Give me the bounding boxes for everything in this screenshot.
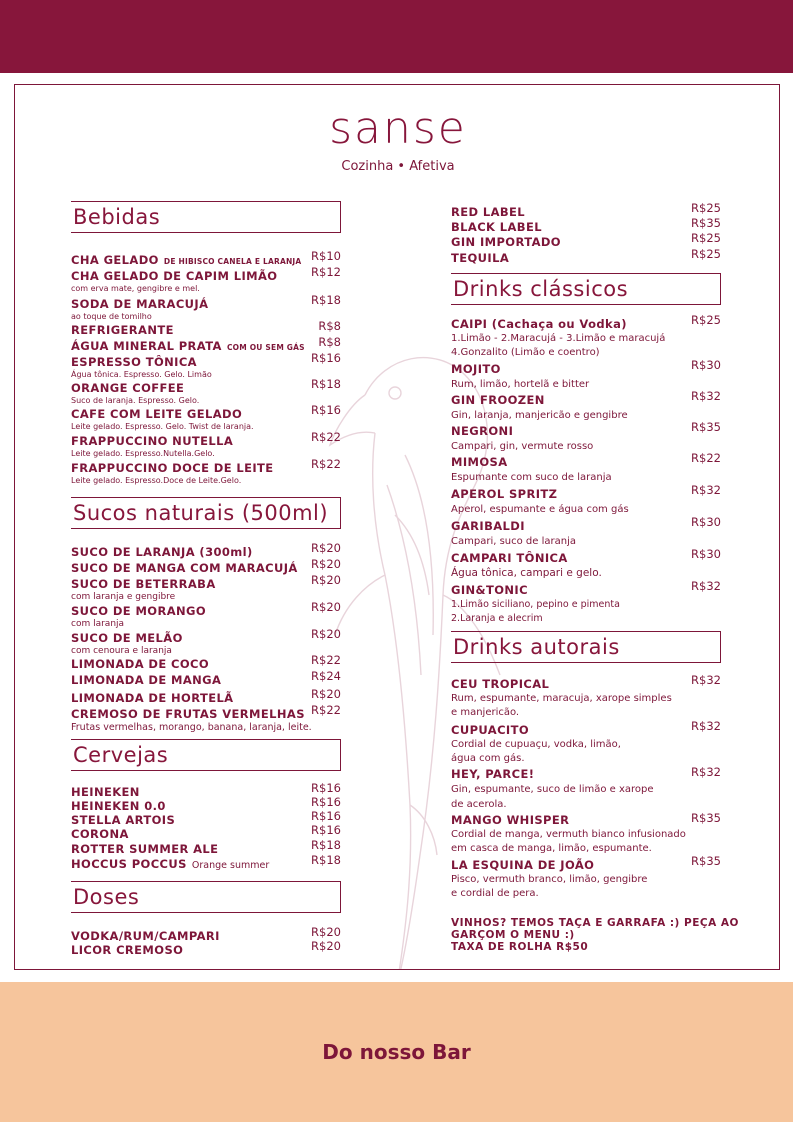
menu-item bbox=[71, 573, 341, 602]
section-title-bebidas: Bebidas bbox=[71, 201, 341, 233]
item-name: LIMONADA DE HORTELÃ bbox=[71, 691, 234, 705]
item-desc: Rum, espumante, maracuja, xarope simples bbox=[451, 693, 672, 704]
item-name: HOCCUS POCCUS bbox=[71, 857, 187, 871]
brand-tagline: Cozinha • Afetiva bbox=[341, 159, 455, 174]
item-name: GIN FROOZEN bbox=[451, 393, 545, 407]
item-price: R$20 bbox=[311, 541, 341, 555]
item-name: MOJITO bbox=[451, 362, 501, 376]
item-name: SUCO DE MORANGO bbox=[71, 604, 207, 618]
item-price: R$25 bbox=[691, 313, 721, 327]
item-name: LIMONADA DE MANGA bbox=[71, 673, 222, 687]
item-desc: com cenoura e laranja bbox=[71, 646, 172, 656]
item-price: R$18 bbox=[311, 838, 341, 852]
item-price: R$22 bbox=[311, 430, 341, 444]
item-name: ÁGUA MINERAL PRATA bbox=[71, 339, 222, 353]
top-bar bbox=[0, 0, 793, 73]
menu-item bbox=[451, 547, 721, 581]
item-price: R$32 bbox=[691, 719, 721, 733]
item-price: R$10 bbox=[311, 249, 341, 263]
item-desc: Leite gelado. Espresso.Doce de Leite.Gelo. bbox=[71, 476, 242, 485]
item-name: SUCO DE LARANJA (300ml) bbox=[71, 545, 253, 559]
item-price: R$20 bbox=[311, 687, 341, 701]
item-price: R$32 bbox=[691, 483, 721, 497]
item-price: R$20 bbox=[311, 600, 341, 614]
menu-item bbox=[451, 313, 721, 360]
item-desc: 2.Laranja e alecrim bbox=[451, 613, 543, 624]
section-title-classicos: Drinks clássicos bbox=[451, 273, 721, 305]
corkage-fee: TAXA DE ROLHA R$50 bbox=[451, 941, 589, 953]
item-desc: Rum, limão, hortelã e bitter bbox=[451, 379, 590, 390]
item-name: CORONA bbox=[71, 827, 129, 841]
item-desc: 4.Gonzalito (Limão e coentro) bbox=[451, 347, 600, 358]
item-name: ESPRESSO TÔNICA bbox=[71, 355, 197, 369]
item-name: CEU TROPICAL bbox=[451, 677, 550, 691]
item-name: LIMONADA DE COCO bbox=[71, 657, 210, 671]
item-desc: Campari, gin, vermute rosso bbox=[451, 441, 594, 452]
item-price: R$25 bbox=[691, 231, 721, 245]
item-desc: Leite gelado. Espresso. Gelo. Twist de laranja. bbox=[71, 422, 254, 431]
item-name: HEINEKEN 0.0 bbox=[71, 799, 166, 813]
item-desc: com laranja e gengibre bbox=[71, 592, 176, 602]
menu-item bbox=[71, 457, 341, 486]
item-name: GIN IMPORTADO bbox=[451, 235, 561, 249]
item-inline-desc: DE HIBISCO CANELA E LARANJA bbox=[163, 257, 302, 266]
item-name: SODA DE MARACUJÁ bbox=[71, 297, 209, 311]
item-name: ORANGE COFFEE bbox=[71, 381, 185, 395]
item-desc: com erva mate, gengibre e mel. bbox=[71, 284, 200, 293]
item-name: GARIBALDI bbox=[451, 519, 525, 533]
item-price: R$16 bbox=[311, 809, 341, 823]
section-title-cervejas: Cervejas bbox=[71, 739, 341, 771]
menu-item bbox=[71, 939, 341, 958]
item-price: R$32 bbox=[691, 389, 721, 403]
menu-item bbox=[451, 420, 721, 454]
item-desc: Aperol, espumante e água com gás bbox=[451, 504, 629, 515]
item-name: TEQUILA bbox=[451, 251, 510, 265]
item-desc: Cordial de cupuaçu, vodka, limão, bbox=[451, 739, 621, 750]
menu-item bbox=[71, 669, 341, 688]
item-price: R$12 bbox=[311, 265, 341, 279]
item-name: BLACK LABEL bbox=[451, 220, 542, 234]
item-price: R$16 bbox=[311, 351, 341, 365]
item-name: CREMOSO DE FRUTAS VERMELHAS bbox=[71, 707, 305, 721]
item-desc: água com gás. bbox=[451, 753, 525, 764]
item-name: HEINEKEN bbox=[71, 785, 140, 799]
item-desc: com laranja bbox=[71, 619, 125, 629]
item-price: R$20 bbox=[311, 573, 341, 587]
menu-item bbox=[451, 719, 721, 766]
menu-item bbox=[451, 515, 721, 549]
item-desc: Cordial de manga, vermuth bianco infusionado bbox=[451, 829, 686, 840]
menu-item bbox=[71, 627, 341, 656]
item-name: MANGO WHISPER bbox=[451, 813, 570, 827]
menu-item bbox=[71, 600, 341, 629]
item-name: HEY, PARCE! bbox=[451, 767, 535, 781]
menu-item bbox=[451, 579, 721, 626]
item-name: FRAPPUCCINO NUTELLA bbox=[71, 434, 234, 448]
footer-title: Do nosso Bar bbox=[322, 1040, 471, 1064]
item-name: CHA GELADO bbox=[71, 253, 159, 267]
item-price: R$35 bbox=[691, 420, 721, 434]
item-price: R$35 bbox=[691, 811, 721, 825]
item-name: CAFE COM LEITE GELADO bbox=[71, 407, 243, 421]
item-desc: de acerola. bbox=[451, 799, 507, 810]
item-desc: Água tônica, campari e gelo. bbox=[451, 567, 602, 579]
item-name: APEROL SPRITZ bbox=[451, 487, 558, 501]
item-desc: Espumante com suco de laranja bbox=[451, 472, 612, 483]
item-desc: Gin, espumante, suco de limão e xarope bbox=[451, 784, 654, 795]
item-name: FRAPPUCCINO DOCE DE LEITE bbox=[71, 461, 274, 475]
item-desc: Suco de laranja. Espresso. Gelo. bbox=[71, 396, 200, 405]
wine-note-line2: GARÇOM O MENU :) bbox=[451, 929, 575, 941]
menu-item bbox=[71, 351, 341, 380]
brand-logo: sanse bbox=[329, 103, 467, 154]
item-desc: Leite gelado. Espresso.Nutella.Gelo. bbox=[71, 449, 215, 458]
menu-item bbox=[71, 377, 341, 406]
item-desc: Pisco, vermuth branco, limão, gengibre bbox=[451, 874, 648, 885]
item-desc: 1.Limão siciliano, pepino e pimenta bbox=[451, 599, 620, 610]
item-price: R$30 bbox=[691, 515, 721, 529]
item-name: NEGRONI bbox=[451, 424, 514, 438]
section-title-sucos: Sucos naturais (500ml) bbox=[71, 497, 341, 529]
item-desc: Frutas vermelhas, morango, banana, laranja, leite. bbox=[71, 722, 312, 733]
item-price: R$8 bbox=[318, 319, 341, 333]
item-name: VODKA/RUM/CAMPARI bbox=[71, 929, 220, 943]
item-price: R$18 bbox=[311, 853, 341, 867]
item-name: CAIPI (Cachaça ou Vodka) bbox=[451, 317, 627, 331]
menu-item bbox=[71, 853, 341, 872]
item-desc: 1.Limão - 2.Maracujá - 3.Limão e maracujá bbox=[451, 333, 666, 344]
menu-item bbox=[451, 854, 721, 901]
item-name: SUCO DE MELÃO bbox=[71, 631, 183, 645]
item-price: R$20 bbox=[311, 627, 341, 641]
menu-item bbox=[71, 430, 341, 459]
item-desc: Gin, laranja, manjericão e gengibre bbox=[451, 410, 628, 421]
item-price: R$20 bbox=[311, 939, 341, 953]
item-price: R$22 bbox=[691, 451, 721, 465]
item-price: R$30 bbox=[691, 358, 721, 372]
menu-item bbox=[451, 358, 721, 392]
item-desc: Campari, suco de laranja bbox=[451, 536, 576, 547]
menu-item bbox=[71, 293, 341, 322]
item-name: LA ESQUINA DE JOÃO bbox=[451, 858, 595, 872]
item-price: R$16 bbox=[311, 823, 341, 837]
item-desc: e cordial de pera. bbox=[451, 888, 539, 899]
item-price: R$25 bbox=[691, 247, 721, 261]
item-name: MIMOSA bbox=[451, 455, 508, 469]
menu-item bbox=[451, 483, 721, 517]
menu-item bbox=[451, 451, 721, 485]
item-name: REFRIGERANTE bbox=[71, 323, 174, 337]
item-price: R$16 bbox=[311, 795, 341, 809]
item-name: CAMPARI TÔNICA bbox=[451, 551, 568, 565]
item-price: R$35 bbox=[691, 216, 721, 230]
item-name: ROTTER SUMMER ALE bbox=[71, 842, 219, 856]
item-price: R$25 bbox=[691, 201, 721, 215]
item-name: SUCO DE MANGA COM MARACUJÁ bbox=[71, 561, 298, 575]
item-price: R$18 bbox=[311, 293, 341, 307]
item-name: LICOR CREMOSO bbox=[71, 943, 184, 957]
item-price: R$22 bbox=[311, 653, 341, 667]
menu-item bbox=[451, 673, 721, 720]
menu-item bbox=[71, 265, 341, 294]
menu-item bbox=[451, 389, 721, 423]
item-price: R$18 bbox=[311, 377, 341, 391]
item-price: R$22 bbox=[311, 703, 341, 717]
item-price: R$24 bbox=[311, 669, 341, 683]
section-title-doses: Doses bbox=[71, 881, 341, 913]
item-name: CUPUACITO bbox=[451, 723, 530, 737]
item-name: STELLA ARTOIS bbox=[71, 813, 176, 827]
item-price: R$22 bbox=[311, 457, 341, 471]
item-name: SUCO DE BETERRABA bbox=[71, 577, 216, 591]
item-desc: em casca de manga, limão, espumante. bbox=[451, 843, 652, 854]
menu-frame bbox=[14, 84, 780, 970]
menu-item bbox=[71, 403, 341, 432]
item-inline-desc: Orange summer bbox=[191, 860, 270, 871]
item-name: GIN&TONIC bbox=[451, 583, 528, 597]
item-inline-desc: COM OU SEM GÁS bbox=[226, 343, 305, 352]
item-price: R$16 bbox=[311, 781, 341, 795]
menu-item bbox=[451, 247, 721, 266]
item-price: R$32 bbox=[691, 579, 721, 593]
wine-note-line1: VINHOS? TEMOS TAÇA E GARRAFA :) PEÇA AO bbox=[451, 917, 739, 929]
menu-item bbox=[451, 763, 721, 812]
item-price: R$20 bbox=[311, 925, 341, 939]
item-price: R$35 bbox=[691, 854, 721, 868]
menu-item bbox=[451, 809, 721, 856]
menu-item bbox=[71, 703, 341, 734]
item-price: R$16 bbox=[311, 403, 341, 417]
section-title-autorais: Drinks autorais bbox=[451, 631, 721, 663]
item-price: R$32 bbox=[691, 673, 721, 687]
item-price: R$32 bbox=[691, 765, 721, 779]
wine-note bbox=[451, 917, 751, 953]
item-price: R$30 bbox=[691, 547, 721, 561]
item-name: CHA GELADO DE CAPIM LIMÃO bbox=[71, 269, 278, 283]
item-desc: Água tônica. Espresso. Gelo. Limão bbox=[71, 370, 212, 379]
item-name: RED LABEL bbox=[451, 205, 526, 219]
item-price: R$20 bbox=[311, 557, 341, 571]
item-desc: ao toque de tomilho bbox=[71, 312, 152, 321]
item-price: R$8 bbox=[318, 335, 341, 349]
item-desc: e manjericão. bbox=[451, 707, 520, 718]
